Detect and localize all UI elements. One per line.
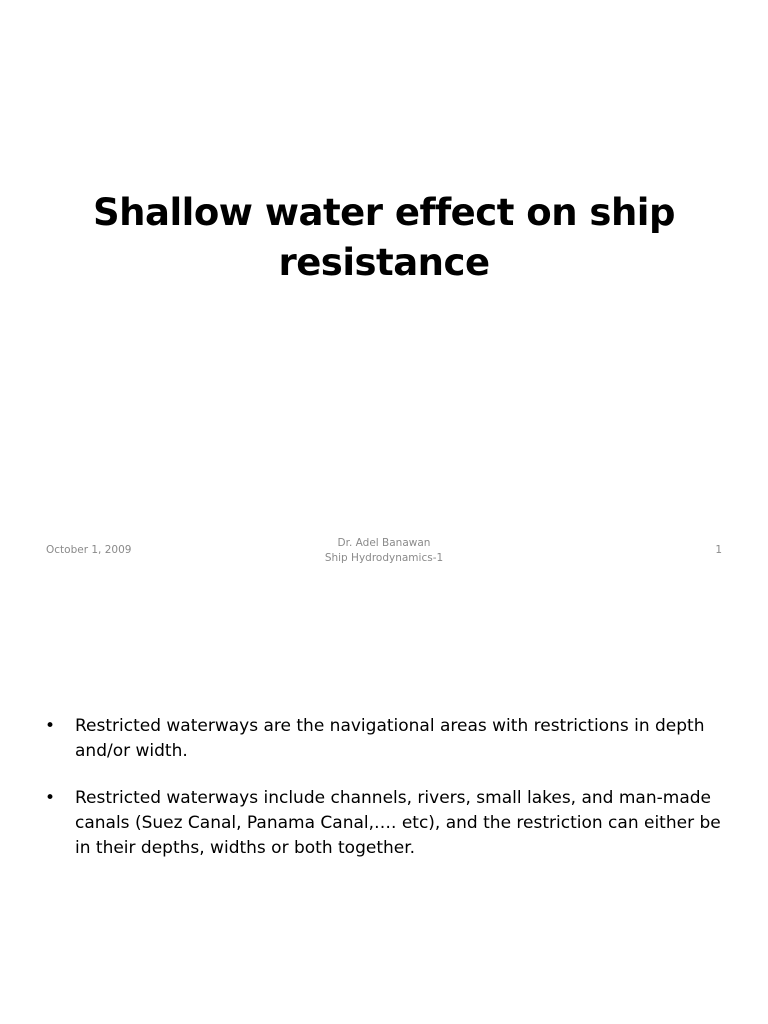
slide-title-line-2: resistance: [278, 241, 490, 284]
bullet-list: [45, 714, 730, 883]
slide-title: [60, 188, 708, 288]
content-slide: [0, 660, 768, 1024]
bullet-item: [45, 714, 730, 764]
bullet-text: Restricted waterways are the navigational areas with restrictions in depth and/or width.: [75, 716, 705, 761]
footer-author: Dr. Adel Banawan: [337, 537, 431, 549]
bullet-item: [45, 786, 730, 861]
bullet-icon: •: [45, 788, 56, 808]
footer-author-block: [234, 536, 534, 566]
footer-page-number: 1: [715, 544, 722, 556]
bullet-icon: •: [45, 716, 56, 736]
slide-title-line-1: Shallow water effect on ship: [93, 191, 675, 234]
footer-course: Ship Hydrodynamics-1: [324, 552, 444, 564]
bullet-text: Restricted waterways include channels, rivers, small lakes, and man-made canals (Suez Canal, Panama Canal,…. etc), and the restriction can either be in their depths, widths or both together.: [75, 788, 721, 858]
footer-date: October 1, 2009: [46, 544, 132, 556]
